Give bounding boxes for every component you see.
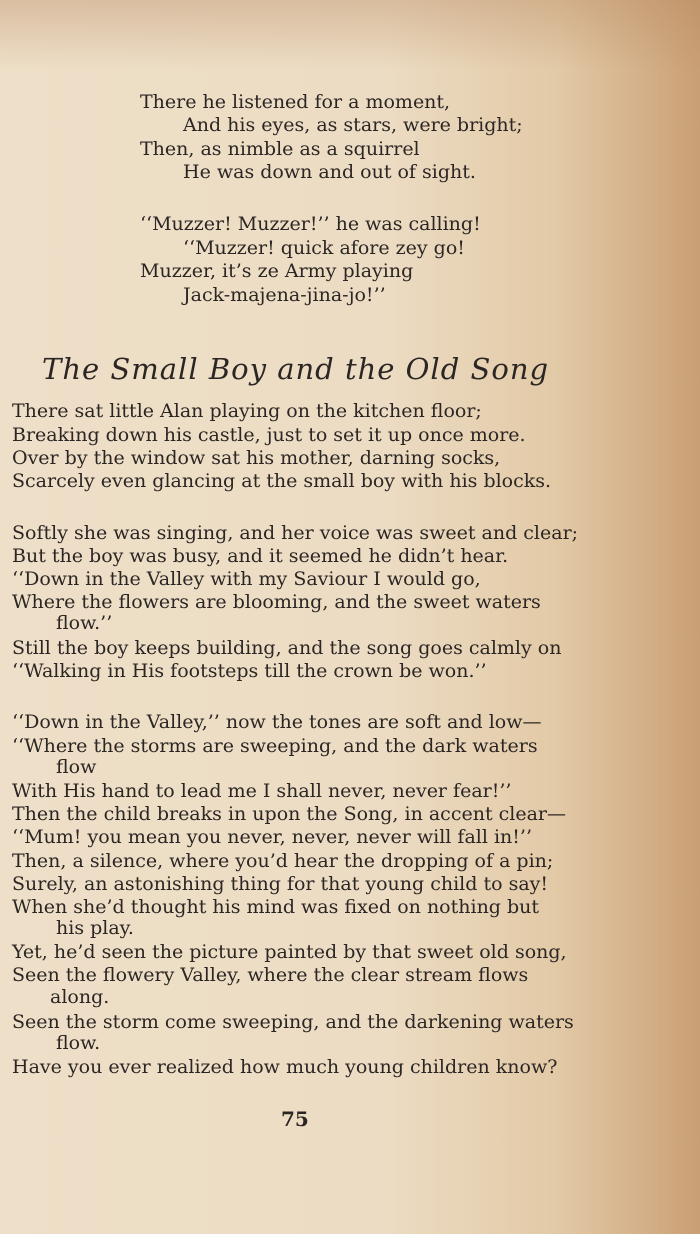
poem1-line: Then, as nimble as a squirrel [140, 138, 420, 160]
poem2-line: Scarcely even glancing at the small boy with his blocks. [12, 470, 552, 492]
poem2-line: Breaking down his castle, just to set it up once more. [12, 424, 526, 446]
poem2-line: When she’d thought his mind was fixed on nothing but [12, 896, 540, 918]
poem1-line: And his eyes, as stars, were bright; [183, 114, 523, 136]
poem2-line: along. [50, 986, 110, 1008]
poem2-line: Have you ever realized how much young children know? [12, 1056, 558, 1078]
poem2-line: Seen the flowery Valley, where the clear stream flows [12, 964, 529, 986]
poem2-line: Then, a silence, where you’d hear the dropping of a pin; [12, 850, 554, 872]
poem2-line: ‘‘Down in the Valley,’’ now the tones are soft and low— [12, 711, 542, 733]
poem2-line: ‘‘Mum! you mean you never, never, never will fall in!’’ [12, 826, 532, 848]
poem2-line: With His hand to lead me I shall never, never fear!’’ [12, 780, 512, 802]
poem2-line: ‘‘Where the storms are sweeping, and the dark waters [12, 735, 538, 757]
poem2-line: Where the flowers are blooming, and the sweet waters [12, 591, 541, 613]
poem2-line: Yet, he’d seen the picture painted by that sweet old song, [12, 941, 567, 963]
poem2-line: Softly she was singing, and her voice was sweet and clear; [12, 522, 579, 544]
poem2-line: ‘‘Down in the Valley with my Saviour I would go, [12, 568, 481, 590]
poem2-line: flow. [56, 1032, 101, 1054]
poem1-line: He was down and out of sight. [183, 161, 476, 183]
poem2-line: Seen the storm come sweeping, and the darkening waters [12, 1011, 574, 1033]
poem2-line: Then the child breaks in upon the Song, in accent clear— [12, 803, 566, 825]
poem1-line: ‘‘Muzzer! quick afore zey go! [183, 237, 465, 259]
poem2-line: Surely, an astonishing thing for that young child to say! [12, 873, 549, 895]
poem2-line: flow [56, 756, 97, 778]
poem1-line: ‘‘Muzzer! Muzzer!’’ he was calling! [140, 213, 481, 235]
poem2-line: But the boy was busy, and it seemed he didn’t hear. [12, 545, 509, 567]
poem2-line: his play. [56, 917, 134, 939]
poem2-line: Over by the window sat his mother, darning socks, [12, 447, 501, 469]
poem2-line: flow.’’ [56, 612, 113, 634]
poem1-line: There he listened for a moment, [140, 91, 451, 113]
poem-title: The Small Boy and the Old Song [42, 352, 550, 386]
poem1-line: Jack-majena-jina-jo!’’ [183, 284, 386, 306]
poem2-line: There sat little Alan playing on the kitchen floor; [12, 400, 482, 422]
page-number: 75 [281, 1107, 309, 1131]
poem1-line: Muzzer, it’s ze Army playing [140, 260, 414, 282]
poem2-line: Still the boy keeps building, and the song goes calmly on [12, 637, 562, 659]
poem2-line: ‘‘Walking in His footsteps till the crown be won.’’ [12, 660, 487, 682]
